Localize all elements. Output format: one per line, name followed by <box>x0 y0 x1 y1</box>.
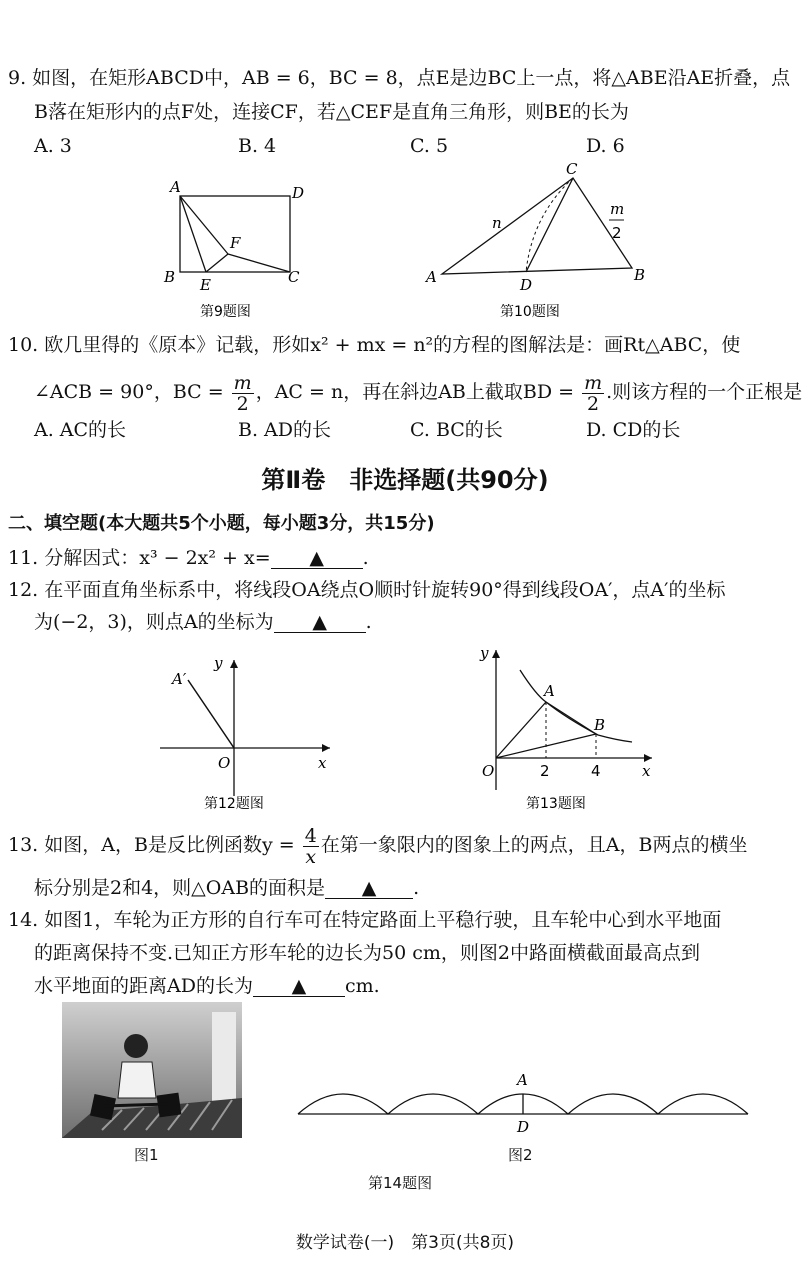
q10-text-c: .则该方程的一个正根是 <box>606 381 803 403</box>
label-y: y <box>214 654 223 672</box>
q10-option-a: A. AC的长 <box>34 419 127 441</box>
photo-door <box>212 1012 236 1112</box>
x-axis-arrow <box>644 754 652 762</box>
q9-caption: 第9题图 <box>200 304 251 320</box>
q10-line1: 10. 欧几里得的《原本》记载，形如x² + mx = n²的方程的图解法是：画Rt△ABC，使 <box>8 334 741 356</box>
segment-ab <box>546 702 596 734</box>
segment-ae <box>180 196 206 272</box>
q14-line2: 的距离保持不变.已知正方形车轮的边长为50 cm，则图2中路面横截面最高点到 <box>34 942 701 964</box>
q9-option-a: A. 3 <box>34 135 72 157</box>
segment-oa-prime <box>188 680 234 748</box>
segment-ef <box>206 254 228 272</box>
segment-af <box>180 196 228 254</box>
label-e: E <box>200 276 211 294</box>
photo-bike-frame <box>103 1104 169 1106</box>
q12-line2: 为(−2，3)，则点A的坐标为 ▲ . <box>34 611 372 633</box>
q10-line2 <box>34 370 802 414</box>
label-a: A <box>517 1071 528 1089</box>
label-o: O <box>218 754 231 772</box>
label-x: x <box>318 754 327 772</box>
q13-text: 标分别是2和4，则△OAB的面积是 <box>34 877 326 899</box>
q10-option-c: C. BC的长 <box>410 419 503 441</box>
fraction-4-over-x: $\frac{4}{x}$ <box>304 824 317 868</box>
q14-caption: 第14题图 <box>368 1174 433 1192</box>
label-a: A <box>426 268 437 286</box>
label-a-prime: A′ <box>172 670 187 688</box>
q9-option-c: C. 5 <box>410 135 449 157</box>
tick-2: 2 <box>540 762 550 780</box>
q10-text-b: ，AC = n，再在斜边AB上截取BD = <box>255 381 581 403</box>
label-y: y <box>480 644 489 662</box>
q9-line2: B落在矩形内的点F处，连接CF，若△CEF是直角三角形，则BE的长为 <box>34 101 629 123</box>
photo-person-body <box>118 1062 156 1098</box>
q10-figure <box>420 162 660 322</box>
label-c: C <box>288 268 300 286</box>
section-title: 第Ⅱ卷 非选择题(共90分) <box>261 466 549 494</box>
label-a: A <box>544 682 555 700</box>
segment-cd <box>526 178 573 272</box>
q11-text: 11. 分解因式：x³ − 2x² + x= <box>8 547 271 569</box>
label-a: A <box>170 178 181 196</box>
q10-option-b: B. AD的长 <box>238 419 331 441</box>
q9-option-b: B. 4 <box>238 135 277 157</box>
label-f: F <box>230 234 241 252</box>
q9-line1: 9. 如图，在矩形ABCD中，AB = 6，BC = 8，点E是边BC上一点，将△ABE沿AE折叠，点 <box>8 67 791 89</box>
label-n: n <box>492 214 502 232</box>
label-d: D <box>517 1118 530 1136</box>
q14-line1: 14. 如图1，车轮为正方形的自行车可在特定路面上平稳行驶，且车轮中心到水平地面 <box>8 909 722 931</box>
photo-person-head <box>124 1034 148 1058</box>
segment-oa <box>496 702 546 758</box>
q13-answer-blank[interactable]: ▲ <box>325 878 413 899</box>
label-x: x <box>642 762 651 780</box>
x-axis-arrow <box>322 744 330 752</box>
section-subhead: 二、填空题(本大题共5个小题，每小题3分，共15分) <box>8 513 435 534</box>
label-o: O <box>482 762 495 780</box>
page-footer: 数学试卷(一) 第3页(共8页) <box>295 1233 515 1253</box>
label-d: D <box>520 276 533 294</box>
hyperbola-curve <box>520 670 632 742</box>
label-d: D <box>292 184 305 202</box>
q14-answer-blank[interactable]: ▲ <box>253 976 345 997</box>
q9-option-d: D. 6 <box>586 135 625 157</box>
q11-answer-blank[interactable]: ▲ <box>271 548 363 569</box>
triangle-abc <box>442 178 632 274</box>
label-two: 2 <box>612 224 622 242</box>
label-b: B <box>164 268 176 286</box>
label-b: B <box>594 716 606 734</box>
label-c: C <box>566 162 578 178</box>
q14-figure2 <box>290 1064 760 1144</box>
q14-text: 水平地面的距离AD的长为 <box>34 975 253 997</box>
q10-caption: 第10题图 <box>500 304 560 320</box>
q9-figure <box>150 172 320 322</box>
q12-figure <box>150 648 350 816</box>
q13-figure <box>476 640 666 816</box>
q12-caption: 第12题图 <box>204 796 264 812</box>
fraction-m-over-2: $\frac{m}{2}$ <box>233 371 252 415</box>
q12-line1: 12. 在平面直角坐标系中，将线段OA绕点O顺时针旋转90°得到线段OA′，点A′的坐标 <box>8 579 726 601</box>
q13-text-b: 在第一象限内的图象上的两点，且A，B两点的横坐 <box>320 834 748 856</box>
q14-fig2-caption: 图2 <box>508 1146 533 1164</box>
segment-fc <box>228 254 290 272</box>
q10-option-d: D. CD的长 <box>586 419 681 441</box>
q13-text-a: 13. 如图，A，B是反比例函数y = <box>8 834 301 856</box>
q12-text: 为(−2，3)，则点A的坐标为 <box>34 611 274 633</box>
fraction-m-over-2-second: $\frac{m}{2}$ <box>584 371 603 415</box>
q14-photo <box>62 1002 242 1138</box>
q13-line1 <box>8 822 747 868</box>
q11-line: 11. 分解因式：x³ − 2x² + x= ▲ . <box>8 547 369 569</box>
label-b: B <box>634 266 646 284</box>
q12-answer-blank[interactable]: ▲ <box>274 612 366 633</box>
y-axis-arrow <box>492 650 500 658</box>
tick-4: 4 <box>591 762 601 780</box>
q14-fig1-caption: 图1 <box>134 1146 159 1164</box>
q13-line2: 标分别是2和4，则△OAB的面积是 ▲ . <box>34 877 420 899</box>
q10-text-a: ∠ACB = 90°，BC = <box>34 381 230 403</box>
label-m: m <box>610 200 625 218</box>
y-axis-arrow <box>230 660 238 668</box>
q13-caption: 第13题图 <box>526 796 586 812</box>
q14-line3: 水平地面的距离AD的长为 ▲ cm. <box>34 975 380 997</box>
